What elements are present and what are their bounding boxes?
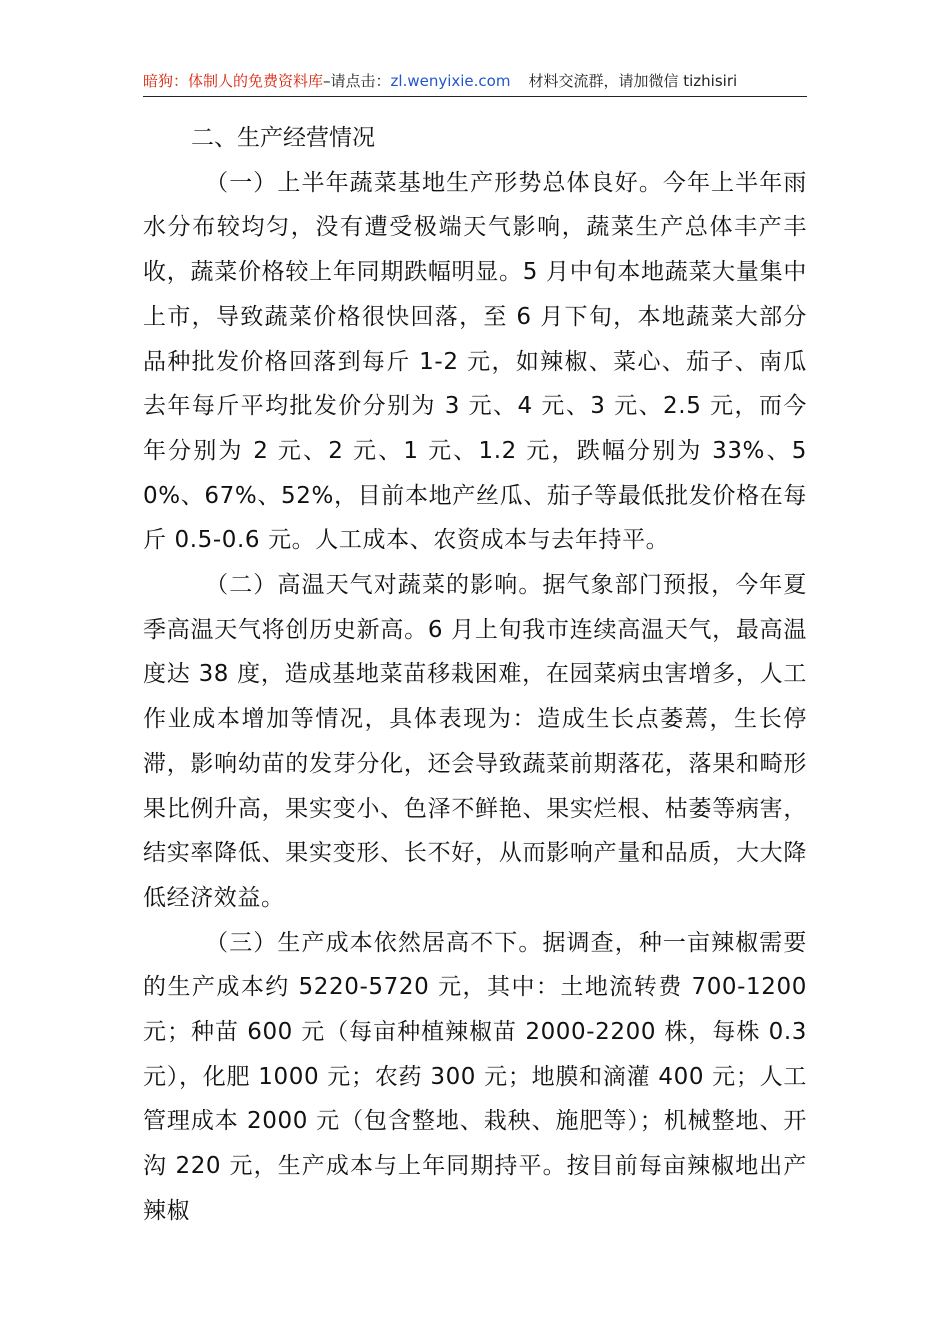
click-prefix: –请点击： — [323, 72, 391, 90]
section-title: 二、生产经营情况 — [191, 125, 375, 151]
site-name: 暗狗：体制人的免费资料库 — [143, 72, 324, 90]
paragraph-1: （一）上半年蔬菜基地生产形势总体良好。今年上半年雨水分布较均匀，没有遭受极端天气影响，蔬菜生产总体丰产丰收，蔬菜价格较上年同期跌幅明显。5 月中旬本地蔬菜大量集中上市，导致蔬菜价格很快回落，至 6 月下旬，本地蔬菜大部分品种批发价格回落到每斤 1-2 元，如辣椒、菜心、茄子、南瓜去年每斤平均批发价分别为 3 元、4 元、3 元、2.5 元，而今年分别为 2 元、2 元、1 元、1.2 元，跌幅分别为 33%、50%、67%、52%，目前本地产丝瓜、茄子等最低批发价格在每斤 0.5-0.6 元。人工成本、农资成本与去年持平。 — [143, 169, 807, 554]
wechat-note: 材料交流群，请加微信 tizhisiri — [528, 72, 738, 90]
site-url-link[interactable]: zl.wenyixie.com — [390, 72, 511, 90]
document-body — [143, 116, 807, 1234]
page-header — [143, 70, 807, 97]
paragraph-3: （三）生产成本依然居高不下。据调查，种一亩辣椒需要的生产成本约 5220-5720 元，其中：土地流转费 700-1200 元；种苗 600 元（每亩种植辣椒苗 2000-2200 株，每株 0.3 元），化肥 1000 元；农药 300 元；地膜和滴灌 400 元；人工管理成本 2000 元（包含整地、栽秧、施肥等）；机械整地、开沟 220 元，生产成本与上年同期持平。按目前每亩辣椒地出产辣椒 — [143, 929, 807, 1224]
paragraph-2: （二）高温天气对蔬菜的影响。据气象部门预报，今年夏季高温天气将创历史新高。6 月上旬我市连续高温天气，最高温度达 38 度，造成基地菜苗移栽困难，在园菜病虫害增多，人工作业成本增加等情况，具体表现为：造成生长点萎蔫，生长停滞，影响幼苗的发芽分化，还会导致蔬菜前期落花，落果和畸形果比例升高，果实变小、色泽不鲜艳、果实烂根、枯萎等病害，结实率降低、果实变形、长不好，从而影响产量和品质，大大降低经济效益。 — [143, 572, 807, 911]
